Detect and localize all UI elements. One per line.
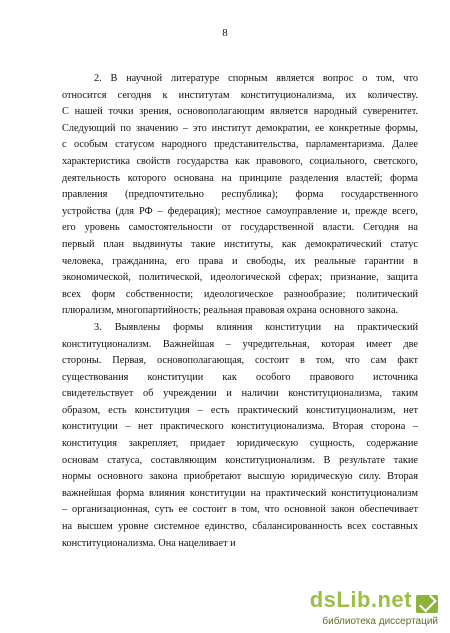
paragraph-1-line: правления (предпочтительно республика); форма государственного [62,189,418,201]
page-number: 8 [222,27,228,39]
paragraph-2-line: конституционализма. Она нацеливает и [62,537,236,549]
check-icon [416,595,438,613]
paragraph-1-line: устройства (для РФ – федерация); местное самоуправление и, прежде всего, [62,205,418,217]
paragraph-1-line: деятельность которого основана на принципе разделения властей; форма [62,172,418,184]
paragraph-1-line: характеристика свойств государства как правового, социального, светского, [62,155,418,167]
paragraph-1-line: человека, гражданина, его права и свободы, их реальные гарантии в [62,255,418,267]
paragraph-1-line: 2. В научной литературе спорным является вопрос о том, что [94,73,418,84]
paragraph-2-line: конституционализм. Важнейшая – учредительная, которая имеет две [62,338,418,350]
paragraph-2-line: важнейшая форма влияния конституции на практический конституционализм [62,487,418,499]
watermark-subtitle: библиотека диссертаций [322,616,438,627]
paragraph-2-line: существования конституции как особого правового источника [62,371,418,383]
paragraph-1-line: С нашей точки зрения, основополагающим является народный суверенитет. [62,106,418,118]
paragraph-1-line: первый план выдвинуты такие институты, как демократический статус [62,238,418,250]
paragraph-1-line: относится сегодня к институтам конституционализма, их количеству. [62,89,418,101]
paragraph-2-line: образом, есть конституция – есть практический конституционализм, нет [62,404,418,416]
paragraph-2-line: на высшем уровне системное единство, сбалансированность всех составных [62,521,418,533]
paragraph-1-line: всех форм собственности; идеологическое разнообразие; политический [62,288,418,300]
watermark[interactable] [309,581,440,627]
paragraph-1-line: Следующий по значению – это институт демократии, ее конкретные формы, [62,122,418,134]
paragraph-2-line: 3. Выявлены формы влияния конституции на практический [94,321,418,333]
paragraph-1-line: плюрализм, многопартийность; реальная правовая охрана основного закона. [62,305,399,317]
watermark-title: dsLib.net [309,587,412,612]
paragraph-2-line: стороны. Первая, основополагающая, состоит в том, что сам факт [62,355,418,367]
paragraph-1-line: его уровень самостоятельности от государственной власти. Сегодня на [62,222,418,234]
paragraph-2-line: – организационная, суть ее состоит в том, что основной закон обеспечивает [62,504,418,516]
paragraph-2-line: основам статуса, составляющим конституционализм. В результате такие [62,454,418,466]
paragraph-2-line: конституция закрепляет, придает юридическую сущность, содержание [62,438,418,450]
paragraph-1-line: экономической, политической, идеологической сферах; признание, защита [62,272,418,284]
paragraph-1-line: с особым статусом народного представительства, парламентаризма. Далее [62,139,418,151]
paragraph-2-line: нормы основного закона приобретают высшую юридическую силу. Вторая [62,471,418,483]
paragraph-2-line: конституции – нет практического конституционализма. Вторая сторона – [62,421,418,433]
document-body [62,71,418,552]
paragraph-2-line: свидетельствует об учреждении и наличии конституционализма, таким [62,388,418,400]
